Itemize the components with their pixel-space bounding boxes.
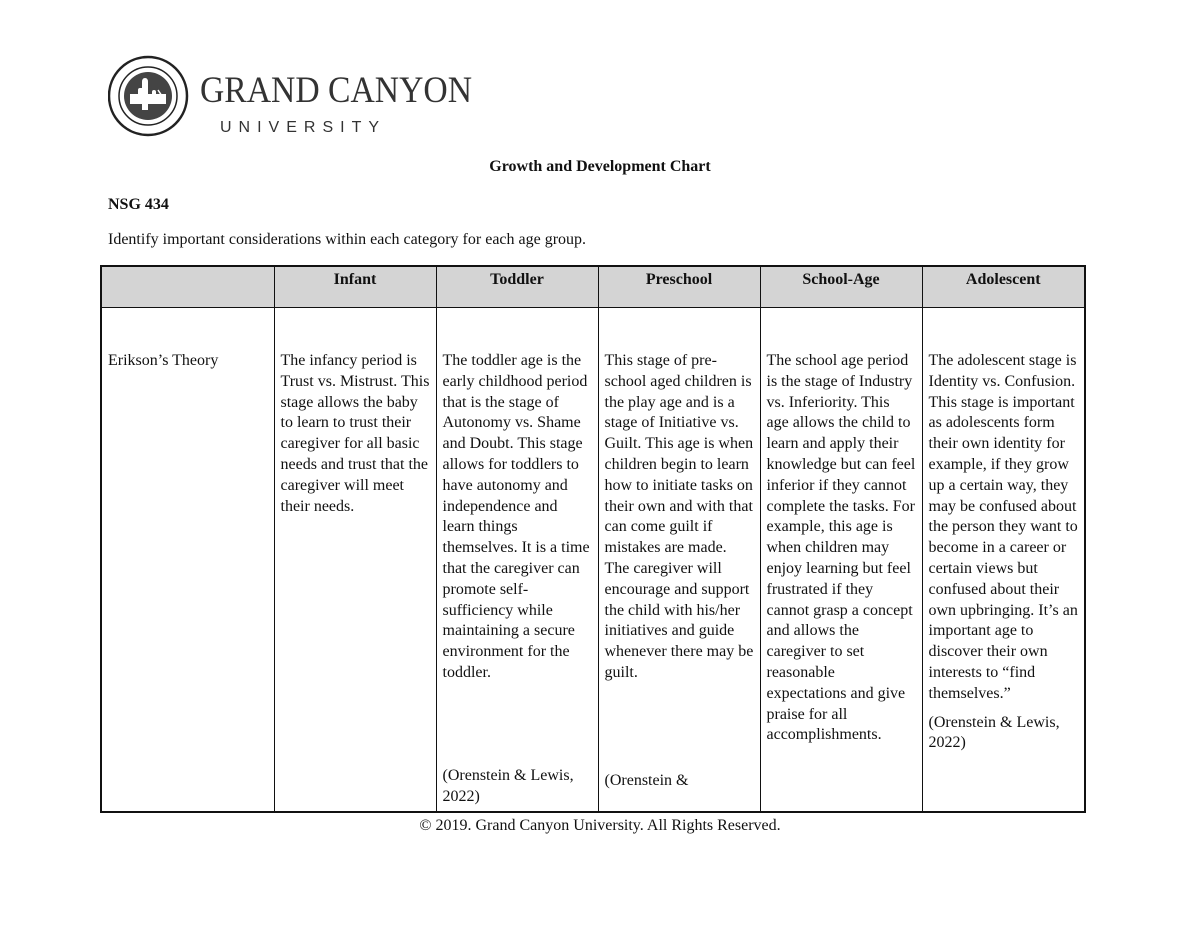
header-toddler: Toddler [436,266,598,308]
cell-adolescent [922,308,1085,813]
logo-wordmark: GRAND CANYON [200,70,472,111]
cell-preschool [598,308,760,813]
category-label: Erikson’s Theory [108,352,219,369]
course-code: NSG 434 [108,196,169,213]
cell-school-age [760,308,922,813]
table-row [101,308,1085,813]
table-header-row [101,266,1085,308]
instructions-text: Identify important considerations within each category for each age group. [108,231,587,248]
header-adolescent: Adolescent [922,266,1085,308]
citation: (Orenstein & [604,772,689,790]
cell-toddler [436,308,598,813]
logo-subtext: UNIVERSITY [220,119,387,136]
header-preschool: Preschool [598,266,760,308]
row-category [101,308,274,813]
cell-text: The adolescent stage is Identity vs. Confusion. This stage is important as adolescents form their own identity for example, if they grow up a certain way, they may be confused about the person they want to become in a career or certain views but confused about their own upbringing. It’s an important age to discover their own interests to “find themselves.” [928,352,1078,702]
cell-infant [274,308,436,813]
citation: (Orenstein & Lewis, 2022) [442,767,574,806]
page-title: Growth and Development Chart [489,158,711,175]
growth-development-table [100,265,1086,813]
citation: (Orenstein & Lewis, 2022) [928,713,1060,752]
header-infant: Infant [274,266,436,308]
copyright-footer: © 2019. Grand Canyon University. All Rights Reserved. [419,817,781,834]
cell-text: This stage of pre-school aged children is the play age and is a stage of Initiative vs. Guilt. This age is when children begin to learn how to initiate tasks on their own and with that can come guilt if mistakes are made. The caregiver will encourage and support the child with his/her initiatives and guide whenever there may be guilt. [604,352,754,681]
university-seal-icon [109,57,187,135]
cell-text: The infancy period is Trust vs. Mistrust. This stage allows the baby to learn to trust their caregiver for all basic needs and trust that the caregiver will meet their needs. [280,352,430,515]
header-category [101,266,274,308]
cell-text: The school age period is the stage of Industry vs. Inferiority. This age allows the child to learn and apply their knowledge but can feel inferior if they cannot complete the tasks. For example, this age is when children may enjoy learning but feel frustrated if they cannot grasp a concept and allows the caregiver to set reasonable expectations and give praise for all accomplishments. [766,352,916,744]
header-school-age: School-Age [760,266,922,308]
university-logo [108,54,488,138]
cell-text: The toddler age is the early childhood period that is the stage of Autonomy vs. Shame and Doubt. This stage allows for toddlers to have autonomy and independence and learn things themselves. It is a time that the caregiver can promote self-sufficiency while maintaining a secure environment for the toddler. [442,352,590,681]
